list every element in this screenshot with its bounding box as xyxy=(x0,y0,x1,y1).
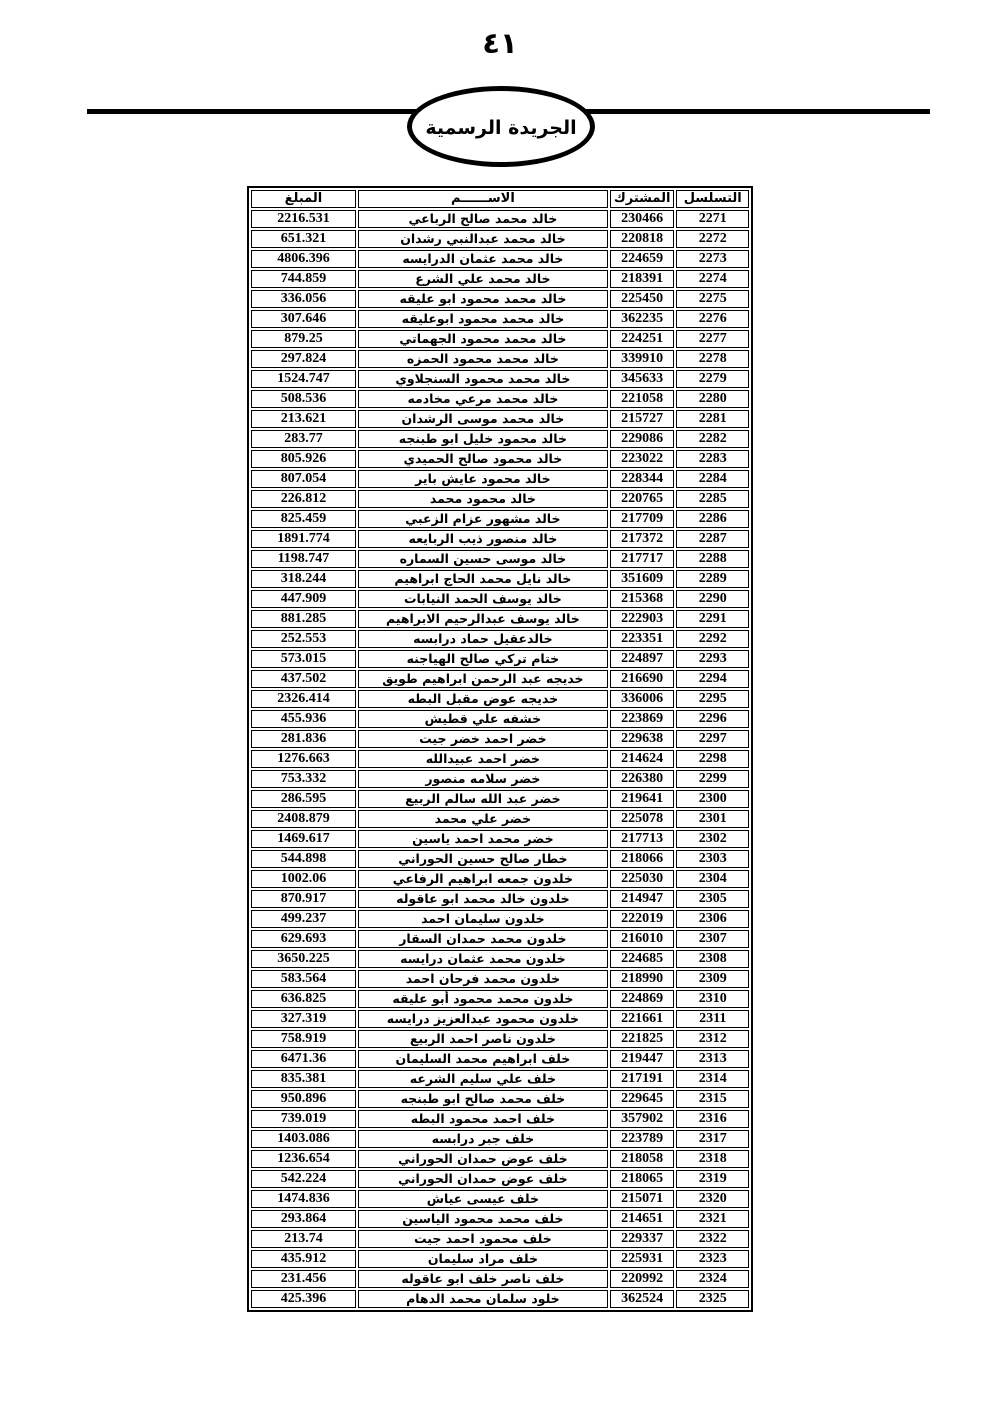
name-cell: خطار صالح حسين الحوراني xyxy=(358,850,608,868)
amount-cell: 226.812 xyxy=(251,490,356,508)
subscriber-cell: 217717 xyxy=(610,550,675,568)
serial-cell: 2282 xyxy=(676,430,749,448)
name-cell: خلدون ناصر احمد الربيع xyxy=(358,1030,608,1048)
serial-cell: 2304 xyxy=(676,870,749,888)
name-cell: خالد محمد محمود الجهماتي xyxy=(358,330,608,348)
subscriber-cell: 215727 xyxy=(610,410,675,428)
name-cell: خلف ابراهيم محمد السليمان xyxy=(358,1050,608,1068)
subscriber-cell: 229638 xyxy=(610,730,675,748)
table-header-row xyxy=(251,190,749,208)
subscriber-cell: 229086 xyxy=(610,430,675,448)
subscriber-cell: 218391 xyxy=(610,270,675,288)
amount-cell: 213.621 xyxy=(251,410,356,428)
amount-cell: 455.936 xyxy=(251,710,356,728)
serial-cell: 2321 xyxy=(676,1210,749,1228)
subscriber-cell: 225078 xyxy=(610,810,675,828)
name-cell: خلدون محمد فرحان احمد xyxy=(358,970,608,988)
amount-cell: 283.77 xyxy=(251,430,356,448)
name-cell: خالدعقيل حماد درابسه xyxy=(358,630,608,648)
amount-cell: 447.909 xyxy=(251,590,356,608)
amount-cell: 2326.414 xyxy=(251,690,356,708)
table-row xyxy=(251,830,749,848)
amount-cell: 744.859 xyxy=(251,270,356,288)
subscriber-cell: 217372 xyxy=(610,530,675,548)
name-cell: خالد موسى حسين السماره xyxy=(358,550,608,568)
subscriber-cell: 229337 xyxy=(610,1230,675,1248)
amount-cell: 835.381 xyxy=(251,1070,356,1088)
amount-cell: 435.912 xyxy=(251,1250,356,1268)
subscriber-cell: 214624 xyxy=(610,750,675,768)
name-cell: خالد منصور ذيب الربايعه xyxy=(358,530,608,548)
serial-cell: 2283 xyxy=(676,450,749,468)
name-cell: خالد محمد محمود ابو عليقه xyxy=(358,290,608,308)
subscriber-cell: 218065 xyxy=(610,1170,675,1188)
name-cell: خلف احمد محمود البطه xyxy=(358,1110,608,1128)
subscriber-cell: 217191 xyxy=(610,1070,675,1088)
name-cell: خلدون محمد عثمان درايسه xyxy=(358,950,608,968)
amount-cell: 1403.086 xyxy=(251,1130,356,1148)
table-row xyxy=(251,890,749,908)
amount-cell: 651.321 xyxy=(251,230,356,248)
table-row xyxy=(251,670,749,688)
table-row xyxy=(251,1010,749,1028)
table-row xyxy=(251,230,749,248)
subscriber-cell: 351609 xyxy=(610,570,675,588)
table-row xyxy=(251,430,749,448)
table-row xyxy=(251,1290,749,1308)
table-row xyxy=(251,1230,749,1248)
serial-cell: 2324 xyxy=(676,1270,749,1288)
subscriber-cell: 224251 xyxy=(610,330,675,348)
amount-cell: 881.285 xyxy=(251,610,356,628)
name-cell: خلف علي سليم الشرعه xyxy=(358,1070,608,1088)
subscriber-cell: 225030 xyxy=(610,870,675,888)
subscriber-cell: 223869 xyxy=(610,710,675,728)
table-row xyxy=(251,1170,749,1188)
name-cell: خلدون سليمان احمد xyxy=(358,910,608,928)
name-cell: خالد محمود عايش باير xyxy=(358,470,608,488)
table-row xyxy=(251,910,749,928)
subscriber-cell: 223351 xyxy=(610,630,675,648)
serial-cell: 2302 xyxy=(676,830,749,848)
amount-cell: 753.332 xyxy=(251,770,356,788)
amount-cell: 879.25 xyxy=(251,330,356,348)
table-row xyxy=(251,970,749,988)
serial-cell: 2322 xyxy=(676,1230,749,1248)
serial-cell: 2294 xyxy=(676,670,749,688)
name-cell: خضر علي محمد xyxy=(358,810,608,828)
name-cell: خضر احمد عبيدالله xyxy=(358,750,608,768)
serial-cell: 2298 xyxy=(676,750,749,768)
serial-cell: 2311 xyxy=(676,1010,749,1028)
amount-cell: 293.864 xyxy=(251,1210,356,1228)
amount-cell: 1276.663 xyxy=(251,750,356,768)
subscriber-cell: 224897 xyxy=(610,650,675,668)
serial-cell: 2310 xyxy=(676,990,749,1008)
subscriber-cell: 224685 xyxy=(610,950,675,968)
table-row xyxy=(251,610,749,628)
table-row xyxy=(251,1250,749,1268)
amount-cell: 950.896 xyxy=(251,1090,356,1108)
table-row xyxy=(251,350,749,368)
table-row xyxy=(251,1110,749,1128)
subscriber-cell: 218066 xyxy=(610,850,675,868)
amount-cell: 318.244 xyxy=(251,570,356,588)
subscriber-cell: 339910 xyxy=(610,350,675,368)
name-cell: خالد محمود صالح الحميدي xyxy=(358,450,608,468)
amount-cell: 1469.617 xyxy=(251,830,356,848)
subscriber-cell: 214651 xyxy=(610,1210,675,1228)
name-cell: خلدون خالد محمد ابو عاقوله xyxy=(358,890,608,908)
table-row xyxy=(251,570,749,588)
serial-cell: 2273 xyxy=(676,250,749,268)
name-cell: خالد محمود محمد xyxy=(358,490,608,508)
serial-cell: 2292 xyxy=(676,630,749,648)
name-cell: خالد نايل محمد الحاج ابراهيم xyxy=(358,570,608,588)
subscriber-cell: 221661 xyxy=(610,1010,675,1028)
name-cell: خلف محمد محمود الياسين xyxy=(358,1210,608,1228)
table-row xyxy=(251,790,749,808)
subscriber-cell: 362235 xyxy=(610,310,675,328)
subscriber-cell: 216010 xyxy=(610,930,675,948)
table-row xyxy=(251,1090,749,1108)
amount-cell: 336.056 xyxy=(251,290,356,308)
table-row xyxy=(251,490,749,508)
name-cell: خلف جبر درابسه xyxy=(358,1130,608,1148)
amount-cell: 3650.225 xyxy=(251,950,356,968)
subscriber-cell: 220992 xyxy=(610,1270,675,1288)
subscriber-cell: 230466 xyxy=(610,210,675,228)
table-row xyxy=(251,1070,749,1088)
serial-cell: 2318 xyxy=(676,1150,749,1168)
table-row xyxy=(251,650,749,668)
subscriber-cell: 219641 xyxy=(610,790,675,808)
serial-cell: 2285 xyxy=(676,490,749,508)
name-cell: خلود سلمان محمد الدهام xyxy=(358,1290,608,1308)
table-row xyxy=(251,630,749,648)
table-row xyxy=(251,1270,749,1288)
subscriber-cell: 222903 xyxy=(610,610,675,628)
table-body xyxy=(251,210,749,1308)
amount-cell: 807.054 xyxy=(251,470,356,488)
table-row xyxy=(251,290,749,308)
table-row xyxy=(251,1030,749,1048)
amount-cell: 544.898 xyxy=(251,850,356,868)
subscriber-cell: 221825 xyxy=(610,1030,675,1048)
amount-cell: 4806.396 xyxy=(251,250,356,268)
subscriber-cell: 216690 xyxy=(610,670,675,688)
table-row xyxy=(251,870,749,888)
name-cell: خالد يوسف عبدالرحيم الابراهيم xyxy=(358,610,608,628)
name-cell: خديجه عوض مقبل البطه xyxy=(358,690,608,708)
table-row xyxy=(251,950,749,968)
serial-cell: 2276 xyxy=(676,310,749,328)
amount-cell: 1002.06 xyxy=(251,870,356,888)
table-row xyxy=(251,310,749,328)
amount-cell: 281.836 xyxy=(251,730,356,748)
subscribers-table xyxy=(247,186,753,1312)
subscriber-cell: 362524 xyxy=(610,1290,675,1308)
amount-cell: 629.693 xyxy=(251,930,356,948)
amount-cell: 327.319 xyxy=(251,1010,356,1028)
subscriber-cell: 224869 xyxy=(610,990,675,1008)
banner-ellipse xyxy=(407,86,595,167)
amount-cell: 231.456 xyxy=(251,1270,356,1288)
serial-cell: 2277 xyxy=(676,330,749,348)
serial-cell: 2297 xyxy=(676,730,749,748)
name-cell: خلف محمود احمد جيت xyxy=(358,1230,608,1248)
subscriber-cell: 220765 xyxy=(610,490,675,508)
subscriber-cell: 336006 xyxy=(610,690,675,708)
serial-cell: 2325 xyxy=(676,1290,749,1308)
header-subscriber: المشترك xyxy=(610,190,675,208)
amount-cell: 739.019 xyxy=(251,1110,356,1128)
amount-cell: 573.015 xyxy=(251,650,356,668)
table-row xyxy=(251,510,749,528)
serial-cell: 2291 xyxy=(676,610,749,628)
subscriber-cell: 224659 xyxy=(610,250,675,268)
table-row xyxy=(251,1190,749,1208)
amount-cell: 6471.36 xyxy=(251,1050,356,1068)
serial-cell: 2315 xyxy=(676,1090,749,1108)
subscriber-cell: 225931 xyxy=(610,1250,675,1268)
table-row xyxy=(251,770,749,788)
serial-cell: 2316 xyxy=(676,1110,749,1128)
subscriber-cell: 219447 xyxy=(610,1050,675,1068)
serial-cell: 2293 xyxy=(676,650,749,668)
name-cell: خضر احمد خضر جيت xyxy=(358,730,608,748)
subscriber-cell: 220818 xyxy=(610,230,675,248)
name-cell: خالد محمد مرعي مخادمه xyxy=(358,390,608,408)
name-cell: خضر سلامه منصور xyxy=(358,770,608,788)
serial-cell: 2296 xyxy=(676,710,749,728)
table-row xyxy=(251,850,749,868)
amount-cell: 252.553 xyxy=(251,630,356,648)
name-cell: خالد محمد علي الشرع xyxy=(358,270,608,288)
subscriber-cell: 215071 xyxy=(610,1190,675,1208)
serial-cell: 2320 xyxy=(676,1190,749,1208)
amount-cell: 213.74 xyxy=(251,1230,356,1248)
serial-cell: 2278 xyxy=(676,350,749,368)
serial-cell: 2300 xyxy=(676,790,749,808)
serial-cell: 2319 xyxy=(676,1170,749,1188)
subscriber-cell: 218990 xyxy=(610,970,675,988)
amount-cell: 508.536 xyxy=(251,390,356,408)
amount-cell: 1198.747 xyxy=(251,550,356,568)
table-row xyxy=(251,710,749,728)
table-row xyxy=(251,730,749,748)
page-number: ٤١ xyxy=(482,26,518,60)
serial-cell: 2312 xyxy=(676,1030,749,1048)
table-row xyxy=(251,410,749,428)
name-cell: خالد محمد صالح الرباعي xyxy=(358,210,608,228)
amount-cell: 437.502 xyxy=(251,670,356,688)
subscriber-cell: 217709 xyxy=(610,510,675,528)
name-cell: خالد يوسف الحمد النيابات xyxy=(358,590,608,608)
amount-cell: 870.917 xyxy=(251,890,356,908)
table-row xyxy=(251,330,749,348)
serial-cell: 2272 xyxy=(676,230,749,248)
serial-cell: 2271 xyxy=(676,210,749,228)
table-row xyxy=(251,470,749,488)
subscriber-cell: 214947 xyxy=(610,890,675,908)
serial-cell: 2284 xyxy=(676,470,749,488)
amount-cell: 297.824 xyxy=(251,350,356,368)
name-cell: خلف محمد صالح ابو طبنجه xyxy=(358,1090,608,1108)
subscriber-cell: 345633 xyxy=(610,370,675,388)
name-cell: خلف مراد سليمان xyxy=(358,1250,608,1268)
serial-cell: 2288 xyxy=(676,550,749,568)
serial-cell: 2313 xyxy=(676,1050,749,1068)
name-cell: خلف ناصر خلف ابو عاقوله xyxy=(358,1270,608,1288)
table-row xyxy=(251,1130,749,1148)
name-cell: خالد محمد موسى الرشدان xyxy=(358,410,608,428)
table-row xyxy=(251,390,749,408)
subscriber-cell: 217713 xyxy=(610,830,675,848)
amount-cell: 2216.531 xyxy=(251,210,356,228)
table-row xyxy=(251,990,749,1008)
name-cell: خالد محمد محمود الحمزه xyxy=(358,350,608,368)
amount-cell: 2408.879 xyxy=(251,810,356,828)
subscriber-cell: 229645 xyxy=(610,1090,675,1108)
name-cell: خالد مشهور عزام الزعبي xyxy=(358,510,608,528)
name-cell: خلف عوض حمدان الحوراني xyxy=(358,1170,608,1188)
subscriber-cell: 222019 xyxy=(610,910,675,928)
amount-cell: 1236.654 xyxy=(251,1150,356,1168)
subscriber-cell: 223789 xyxy=(610,1130,675,1148)
serial-cell: 2307 xyxy=(676,930,749,948)
serial-cell: 2323 xyxy=(676,1250,749,1268)
serial-cell: 2301 xyxy=(676,810,749,828)
name-cell: خالد محمد محمود السنجلاوي xyxy=(358,370,608,388)
serial-cell: 2317 xyxy=(676,1130,749,1148)
subscriber-cell: 221058 xyxy=(610,390,675,408)
serial-cell: 2290 xyxy=(676,590,749,608)
name-cell: خضر محمد احمد ياسين xyxy=(358,830,608,848)
table-row xyxy=(251,550,749,568)
amount-cell: 1891.774 xyxy=(251,530,356,548)
subscriber-cell: 215368 xyxy=(610,590,675,608)
table-row xyxy=(251,250,749,268)
name-cell: خشفه علي قطيش xyxy=(358,710,608,728)
amount-cell: 499.237 xyxy=(251,910,356,928)
header-name: الاســــــم xyxy=(358,190,608,208)
table-row xyxy=(251,270,749,288)
amount-cell: 825.459 xyxy=(251,510,356,528)
subscriber-cell: 357902 xyxy=(610,1110,675,1128)
subscriber-cell: 226380 xyxy=(610,770,675,788)
subscriber-cell: 225450 xyxy=(610,290,675,308)
table-row xyxy=(251,750,749,768)
table-row xyxy=(251,810,749,828)
table-row xyxy=(251,1150,749,1168)
name-cell: ختام تركي صالح الهياجنه xyxy=(358,650,608,668)
table-row xyxy=(251,370,749,388)
name-cell: خلف عيسى عياش xyxy=(358,1190,608,1208)
amount-cell: 636.825 xyxy=(251,990,356,1008)
serial-cell: 2287 xyxy=(676,530,749,548)
name-cell: خالد محمود خليل ابو طبنجه xyxy=(358,430,608,448)
subscriber-cell: 223022 xyxy=(610,450,675,468)
serial-cell: 2303 xyxy=(676,850,749,868)
table-row xyxy=(251,930,749,948)
subscriber-cell: 218058 xyxy=(610,1150,675,1168)
name-cell: خديجه عبد الرحمن ابراهيم طويق xyxy=(358,670,608,688)
amount-cell: 286.595 xyxy=(251,790,356,808)
serial-cell: 2314 xyxy=(676,1070,749,1088)
name-cell: خلدون محمد حمدان السقار xyxy=(358,930,608,948)
name-cell: خالد محمد عبدالنبي رشدان xyxy=(358,230,608,248)
serial-cell: 2308 xyxy=(676,950,749,968)
name-cell: خلدون محمود عبدالعزيز درايسه xyxy=(358,1010,608,1028)
header-amount: المبلغ xyxy=(251,190,356,208)
serial-cell: 2306 xyxy=(676,910,749,928)
serial-cell: 2309 xyxy=(676,970,749,988)
serial-cell: 2275 xyxy=(676,290,749,308)
amount-cell: 1474.836 xyxy=(251,1190,356,1208)
amount-cell: 1524.747 xyxy=(251,370,356,388)
serial-cell: 2279 xyxy=(676,370,749,388)
serial-cell: 2286 xyxy=(676,510,749,528)
table-row xyxy=(251,1050,749,1068)
amount-cell: 542.224 xyxy=(251,1170,356,1188)
serial-cell: 2281 xyxy=(676,410,749,428)
table-row xyxy=(251,450,749,468)
amount-cell: 805.926 xyxy=(251,450,356,468)
name-cell: خلف عوض حمدان الحوراني xyxy=(358,1150,608,1168)
subscriber-cell: 228344 xyxy=(610,470,675,488)
serial-cell: 2274 xyxy=(676,270,749,288)
serial-cell: 2280 xyxy=(676,390,749,408)
serial-cell: 2295 xyxy=(676,690,749,708)
name-cell: خضر عبد الله سالم الربيع xyxy=(358,790,608,808)
serial-cell: 2289 xyxy=(676,570,749,588)
table-row xyxy=(251,590,749,608)
banner-title: الجريدة الرسمية xyxy=(425,116,577,139)
amount-cell: 758.919 xyxy=(251,1030,356,1048)
amount-cell: 425.396 xyxy=(251,1290,356,1308)
table-row xyxy=(251,690,749,708)
name-cell: خلدون محمد محمود أبو عليقه xyxy=(358,990,608,1008)
serial-cell: 2305 xyxy=(676,890,749,908)
table-row xyxy=(251,1210,749,1228)
header-serial: التسلسل xyxy=(676,190,749,208)
serial-cell: 2299 xyxy=(676,770,749,788)
name-cell: خالد محمد عثمان الدرايسه xyxy=(358,250,608,268)
amount-cell: 583.564 xyxy=(251,970,356,988)
amount-cell: 307.646 xyxy=(251,310,356,328)
name-cell: خلدون جمعه ابراهيم الرفاعي xyxy=(358,870,608,888)
table-row xyxy=(251,530,749,548)
name-cell: خالد محمد محمود ابوعليقه xyxy=(358,310,608,328)
table-row xyxy=(251,210,749,228)
